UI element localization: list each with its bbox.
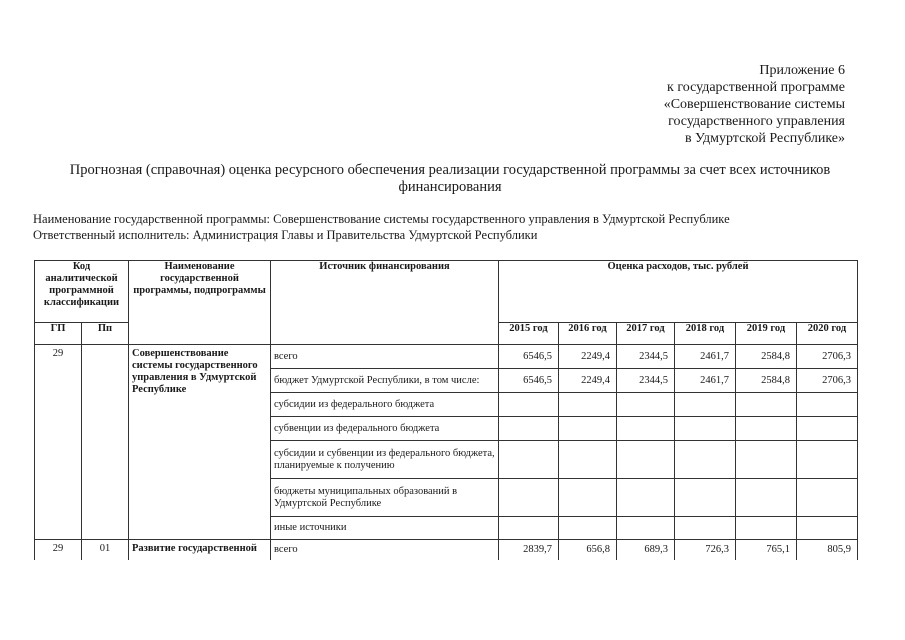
- header-year: 2018 год: [675, 323, 736, 345]
- cell-value: [617, 417, 675, 441]
- header-year: 2016 год: [559, 323, 617, 345]
- header-code: Код аналитической программной классификации: [35, 261, 129, 323]
- cell-value: [559, 441, 617, 479]
- header-estimate: Оценка расходов, тыс. рублей: [499, 261, 858, 323]
- appendix-line: государственного управления: [668, 114, 845, 129]
- cell-value: 2344,5: [617, 369, 675, 393]
- cell-value: 805,9: [797, 540, 858, 560]
- cell-value: [559, 417, 617, 441]
- program-name-line: Наименование государственной программы: Совершенствование системы государственного управления в Удмуртской Республике: [33, 212, 730, 226]
- cell-value: [736, 393, 797, 417]
- document-title: Прогнозная (справочная) оценка ресурсного обеспечения реализации государственной программы за счет всех источников финансирования: [69, 162, 831, 195]
- cell-program-name: Совершенствование системы государственного управления в Удмуртской Республике: [129, 345, 271, 540]
- header-name: Наименование государственной программы, подпрограммы: [129, 261, 271, 345]
- header-year: 2017 год: [617, 323, 675, 345]
- cell-value: [499, 417, 559, 441]
- cell-value: 2584,8: [736, 369, 797, 393]
- cell-value: 2839,7: [499, 540, 559, 560]
- appendix-line: к государственной программе: [667, 80, 845, 95]
- appendix-line: «Совершенствование системы: [663, 97, 845, 112]
- cell-value: [797, 393, 858, 417]
- header-gp: ГП: [35, 323, 82, 345]
- cell-value: 2706,3: [797, 369, 858, 393]
- cell-value: [675, 517, 736, 540]
- cell-value: [499, 479, 559, 517]
- appendix-line: в Удмуртской Республике»: [684, 131, 845, 146]
- cell-gp: 29: [35, 540, 82, 560]
- cell-source: бюджеты муниципальных образований в Удмуртской Республике: [271, 479, 499, 517]
- cell-value: 2344,5: [617, 345, 675, 369]
- cell-value: 726,3: [675, 540, 736, 560]
- cell-value: [675, 417, 736, 441]
- cell-pp: 01: [82, 540, 129, 560]
- cell-value: 765,1: [736, 540, 797, 560]
- cell-value: [675, 441, 736, 479]
- cell-source: всего: [271, 540, 499, 560]
- header-year: 2019 год: [736, 323, 797, 345]
- header-year: 2020 год: [797, 323, 858, 345]
- cell-value: [675, 479, 736, 517]
- cell-source: субсидии из федерального бюджета: [271, 393, 499, 417]
- cell-value: [499, 393, 559, 417]
- header-source: Источник финансирования: [271, 261, 499, 345]
- cell-value: [797, 479, 858, 517]
- cell-value: [675, 393, 736, 417]
- cell-value: 2706,3: [797, 345, 858, 369]
- program-meta: [33, 212, 730, 243]
- cell-value: [559, 517, 617, 540]
- cell-value: [499, 441, 559, 479]
- cell-value: [617, 441, 675, 479]
- cell-value: [736, 417, 797, 441]
- cell-value: 2249,4: [559, 369, 617, 393]
- cell-gp: 29: [35, 345, 82, 540]
- header-pp: Пп: [82, 323, 129, 345]
- cell-value: 2461,7: [675, 345, 736, 369]
- cell-value: [797, 517, 858, 540]
- cell-value: 2461,7: [675, 369, 736, 393]
- cell-value: [797, 441, 858, 479]
- cell-value: [617, 393, 675, 417]
- cell-value: [617, 479, 675, 517]
- table-row: [35, 345, 858, 369]
- cell-value: [736, 517, 797, 540]
- cell-value: [617, 517, 675, 540]
- cell-source: бюджет Удмуртской Республики, в том числе:: [271, 369, 499, 393]
- cell-source: субвенции из федерального бюджета: [271, 417, 499, 441]
- header-year: 2015 год: [499, 323, 559, 345]
- cell-value: 656,8: [559, 540, 617, 560]
- cell-value: [736, 441, 797, 479]
- cell-value: [499, 517, 559, 540]
- cell-value: [797, 417, 858, 441]
- cell-value: [559, 479, 617, 517]
- cell-value: 6546,5: [499, 369, 559, 393]
- cell-source: субсидии и субвенции из федерального бюджета, планируемые к получению: [271, 441, 499, 479]
- cell-value: 689,3: [617, 540, 675, 560]
- cell-value: 6546,5: [499, 345, 559, 369]
- appendix-line: Приложение 6: [759, 63, 845, 78]
- executor-line: Ответственный исполнитель: Администрация Главы и Правительства Удмуртской Республики: [33, 227, 538, 242]
- cell-value: 2584,8: [736, 345, 797, 369]
- cell-pp: [82, 345, 129, 540]
- appendix-header: [664, 62, 845, 147]
- cell-subprogram-name: Развитие государственной: [129, 540, 271, 560]
- table-row: [35, 540, 858, 560]
- cell-value: 2249,4: [559, 345, 617, 369]
- cell-value: [736, 479, 797, 517]
- cell-source: иные источники: [271, 517, 499, 540]
- resource-table: [34, 260, 858, 560]
- cell-source: всего: [271, 345, 499, 369]
- cell-value: [559, 393, 617, 417]
